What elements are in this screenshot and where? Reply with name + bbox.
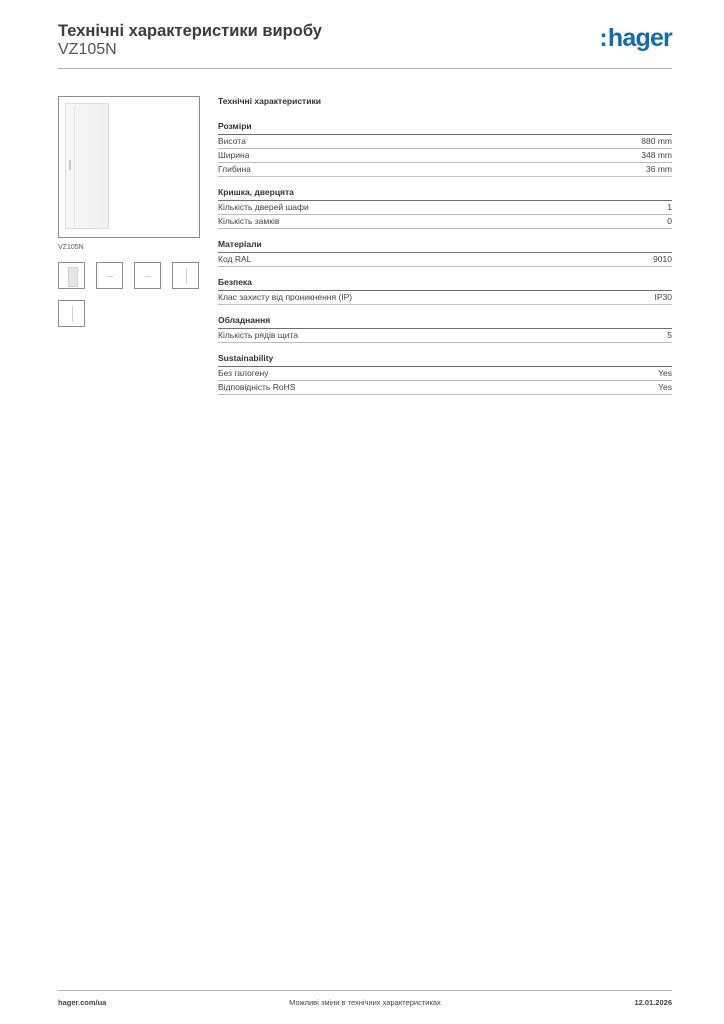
thumbnail-drawing-2[interactable] xyxy=(134,262,161,289)
spec-label: Клас захисту від проникнення (IP) xyxy=(218,292,353,302)
spec-label: Кількість замків xyxy=(218,216,280,226)
disclaimer-note: Можливі зміни в технічних характеристиках xyxy=(289,998,441,1007)
section-sustainability xyxy=(218,349,672,395)
spec-label: Ширина xyxy=(218,150,250,160)
spec-row-door-count xyxy=(218,201,672,215)
thumbnail-drawing-3[interactable] xyxy=(172,262,199,289)
hager-logo: :hager xyxy=(599,24,672,52)
section-safety xyxy=(218,273,672,305)
image-caption: VZ105N xyxy=(58,244,84,251)
spec-value: Yes xyxy=(658,382,672,392)
section-materials xyxy=(218,235,672,267)
spec-value: 880 mm xyxy=(641,136,672,146)
thumbnail-drawing-4[interactable] xyxy=(58,300,85,327)
section-title: Безпека xyxy=(218,273,672,291)
logo-text: hager xyxy=(607,24,672,52)
spec-row-ral-code xyxy=(218,253,672,267)
spec-label: Кількість дверей шафи xyxy=(218,202,309,212)
spec-value: 348 mm xyxy=(641,150,672,160)
spec-row-width xyxy=(218,149,672,163)
page-title: Технічні характеристики виробу xyxy=(58,22,322,40)
spec-label: Без галогену xyxy=(218,368,269,378)
spec-value: IP30 xyxy=(654,292,672,302)
section-title: Розміри xyxy=(218,117,672,135)
spec-value: 5 xyxy=(667,330,672,340)
spec-label: Відповідність RoHS xyxy=(218,382,296,392)
spec-label: Код RAL xyxy=(218,254,252,264)
spec-label: Висота xyxy=(218,136,246,146)
spec-label: Глибина xyxy=(218,164,251,174)
cabinet-illustration xyxy=(65,103,109,229)
spec-row-ip-class xyxy=(218,291,672,305)
spec-value: Yes xyxy=(658,368,672,378)
thumbnail-front[interactable] xyxy=(58,262,85,289)
product-code: VZ105N xyxy=(58,41,117,58)
spec-row-halogen-free xyxy=(218,367,672,381)
spec-row-rohs xyxy=(218,381,672,395)
spec-value: 36 mm xyxy=(646,164,672,174)
footer-divider xyxy=(58,990,672,991)
section-equipment xyxy=(218,311,672,343)
website-link[interactable]: hager.com/ua xyxy=(58,998,107,1007)
header-divider xyxy=(58,68,672,69)
page-header xyxy=(58,20,672,68)
spec-row-lock-count xyxy=(218,215,672,229)
spec-row-panel-rows xyxy=(218,329,672,343)
document-date: 12.01.2026 xyxy=(634,998,672,1007)
spec-row-depth xyxy=(218,163,672,177)
specs-heading: Технічні характеристики xyxy=(218,96,321,106)
product-main-image[interactable] xyxy=(58,96,200,238)
spec-value: 9010 xyxy=(653,254,672,264)
spec-value: 0 xyxy=(667,216,672,226)
spec-label: Кількість рядів щита xyxy=(218,330,298,340)
spec-row-height xyxy=(218,135,672,149)
page-footer xyxy=(58,998,672,1010)
section-title: Обладнання xyxy=(218,311,672,329)
section-dimensions xyxy=(218,117,672,177)
spec-value: 1 xyxy=(667,202,672,212)
section-title: Матеріали xyxy=(218,235,672,253)
technical-specs xyxy=(218,95,672,401)
thumbnail-drawing-1[interactable] xyxy=(96,262,123,289)
section-cover-door xyxy=(218,183,672,229)
section-title: Кришка, дверцята xyxy=(218,183,672,201)
section-title: Sustainability xyxy=(218,349,672,367)
